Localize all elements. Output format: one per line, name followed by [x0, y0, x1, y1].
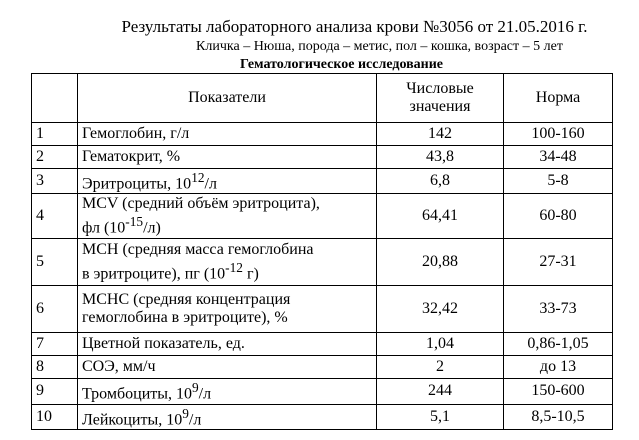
table-row	[32, 404, 613, 429]
row-value: 142	[377, 123, 504, 146]
row-value: 6,8	[377, 169, 504, 194]
row-name-line1: MCH (средняя масса гемоглобина	[82, 241, 314, 259]
table-row	[32, 356, 613, 379]
row-number: 5	[32, 239, 78, 286]
table-row	[32, 146, 613, 169]
table-row	[32, 286, 613, 333]
table-row	[32, 379, 613, 404]
row-value: 244	[377, 379, 504, 404]
row-name-unit: /л	[204, 175, 217, 193]
row-name-text: в эритроците), пг (10	[82, 265, 226, 283]
row-norm: 100-160	[504, 123, 613, 146]
header-name: Показатели	[78, 74, 377, 123]
row-number: 6	[32, 286, 78, 333]
row-name-line1: MCV (средний объём эритроцита),	[82, 195, 320, 213]
row-name-exponent: -15	[125, 214, 144, 230]
header-value: Числовые значения	[377, 74, 504, 123]
row-name-exponent: -12	[225, 260, 243, 276]
row-name-exponent: 9	[192, 380, 199, 396]
row-norm: 8,5-10,5	[504, 404, 613, 429]
row-norm: до 13	[504, 356, 613, 379]
section-heading: Гематологическое исследование	[239, 57, 444, 72]
row-number: 3	[32, 169, 78, 194]
row-number: 7	[32, 333, 78, 356]
row-value: 2	[377, 356, 504, 379]
row-name-unit: /л	[198, 385, 212, 403]
row-value: 43,8	[377, 146, 504, 169]
row-norm: 0,86-1,05	[504, 333, 613, 356]
table-row	[32, 194, 613, 239]
row-norm: 33-73	[504, 286, 613, 333]
row-value: 1,04	[377, 333, 504, 356]
row-name-text: фл (10	[82, 219, 126, 237]
row-norm: 150-600	[504, 379, 613, 404]
row-name: Гематокрит, %	[78, 146, 377, 169]
row-name-exponent: 9	[182, 405, 189, 421]
row-name: MCHC (средняя концентрация гемоглобина в эритроците), %	[78, 286, 377, 333]
table-row	[32, 239, 613, 286]
row-value: 64,41	[377, 194, 504, 239]
header-norm: Норма	[504, 74, 613, 123]
row-value: 32,42	[377, 286, 504, 333]
row-number: 9	[32, 379, 78, 404]
row-name: Гемоглобин, г/л	[78, 123, 377, 146]
row-value: 20,88	[377, 239, 504, 286]
table-row	[32, 123, 613, 146]
row-value: 5,1	[377, 404, 504, 429]
row-name-text: Тромбоциты, 10	[82, 385, 192, 403]
row-name-unit: г)	[242, 265, 259, 283]
row-name	[78, 239, 377, 286]
results-table	[31, 73, 613, 430]
row-name	[78, 194, 377, 239]
row-number: 10	[32, 404, 78, 429]
row-name	[78, 379, 377, 404]
table-header-row	[32, 74, 613, 123]
row-norm: 27-31	[504, 239, 613, 286]
row-name-text: Лейкоциты, 10	[82, 410, 183, 428]
row-name	[78, 169, 377, 194]
row-name: Цветной показатель, ед.	[78, 333, 377, 356]
row-name: СОЭ, мм/ч	[78, 356, 377, 379]
report-title: Результаты лабораторного анализа крови №3056 от 21.05.2016 г.	[121, 17, 588, 36]
header-number	[32, 74, 78, 123]
row-name-text: Эритроциты, 10	[82, 175, 192, 193]
row-number: 8	[32, 356, 78, 379]
row-number: 1	[32, 123, 78, 146]
row-name-unit: /л)	[143, 219, 161, 237]
table-row	[32, 169, 613, 194]
row-name-unit: /л	[188, 410, 202, 428]
table-row	[32, 333, 613, 356]
row-name-exponent: 12	[191, 170, 205, 185]
row-norm: 60-80	[504, 194, 613, 239]
row-name	[78, 404, 377, 429]
row-norm: 5-8	[504, 169, 613, 194]
row-number: 2	[32, 146, 78, 169]
row-number: 4	[32, 194, 78, 239]
patient-info: Кличка – Нюша, порода – метис, пол – кошка, возраст – 5 лет	[196, 39, 563, 54]
row-norm: 34-48	[504, 146, 613, 169]
